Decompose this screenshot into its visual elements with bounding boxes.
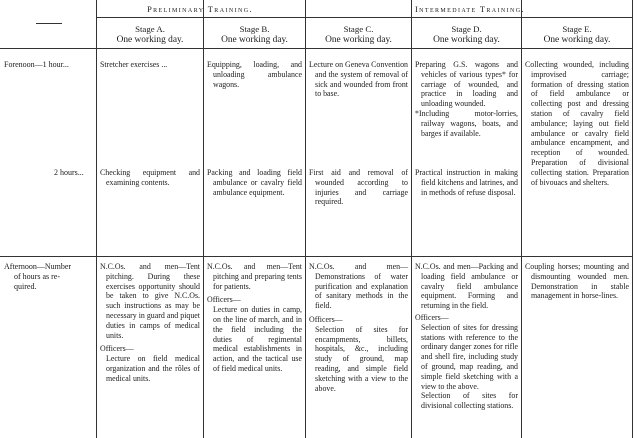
stage-duration: One working day.: [543, 34, 611, 45]
afternoon-label-line: quired.: [14, 281, 37, 291]
stage-name: Stage A.: [135, 24, 165, 34]
header-rule: [96, 17, 632, 18]
stage-a-two-hours: [100, 168, 200, 188]
stage-duration: One working day.: [325, 34, 392, 45]
preliminary-training-heading: [100, 5, 300, 14]
two-hours-label: 2 hours...: [54, 168, 84, 177]
afternoon-label-line: of hours as re-: [14, 271, 60, 281]
cell-text: Equipping, loading, and unloading ambulance wagons.: [207, 60, 302, 89]
stage-c-afternoon: [309, 262, 408, 393]
stage-name: Stage C.: [343, 24, 374, 34]
intermediate-training-heading: [310, 5, 630, 14]
stage-duration: One working day.: [433, 34, 500, 45]
officers-heading: Officers—: [207, 295, 241, 305]
stage-b-forenoon: [207, 60, 302, 89]
stage-name: Stage D.: [451, 24, 482, 34]
column-rule: [203, 0, 204, 438]
stage-a-header: [97, 24, 203, 45]
cell-text: Stretcher exercises ...: [100, 60, 168, 69]
stage-duration: One working day.: [116, 34, 184, 45]
cell-text: Packing and loading field ambulance or cavalry field ambulance equipment.: [207, 168, 302, 197]
stage-c-header: [306, 24, 411, 45]
stage-a-afternoon: [100, 262, 200, 384]
cell-text: N.C.Os. and men—Demonstrations of water purification and explanation of sanitary methods in the field.: [309, 262, 408, 311]
cell-text: N.C.Os. and men—Tent pitching. During these exercises opportunity should be taken to give N.C.Os. such instructions as may be necessary in guard and piquet duties in camps of medical units.: [100, 262, 200, 340]
cell-text: First aid and removal of wounded according to injuries and carriage required.: [309, 168, 408, 207]
corner-dash: [36, 23, 62, 24]
cell-text: Lecture on duties in camp, on the line of march, and in the field including the duties of regimental medical establishments in action, and the tactical use of field medical units.: [213, 305, 302, 373]
stage-d-header: [412, 24, 521, 45]
cell-text: Lecture on field medical organization and the rôles of medical units.: [106, 354, 200, 383]
column-rule: [96, 0, 97, 438]
cell-text: Preparing G.S. wagons and vehicles of various types* for carriage of wounded, and practice in loading and unloading wounded.: [415, 60, 518, 109]
cell-text: N.C.Os. and men—Packing and loading field ambulance or cavalry field ambulance equipment. Forming and returning in the field.: [415, 262, 518, 311]
cell-text: Coupling horses; mounting and dismounting wounded men. Demonstration in stable management in horse-lines.: [525, 262, 629, 301]
column-rule: [521, 0, 522, 438]
officers-heading: Officers—: [415, 312, 449, 322]
stage-c-forenoon: [309, 60, 408, 99]
column-rule: [411, 0, 412, 438]
stage-b-header: [204, 24, 305, 45]
cell-text: Selection of sites for dressing stations with reference to the ordinary danger zones for rifle and shell fire, including study of ground, map reading, and simple field sketching with a view to the above.: [421, 322, 518, 391]
column-rule: [305, 0, 306, 438]
stage-b-afternoon: [207, 262, 302, 374]
cell-text: Selection of sites for divisional collecting stations.: [421, 391, 518, 411]
stage-d-two-hours: [415, 168, 518, 197]
stage-e-header: [522, 24, 632, 45]
officers-heading: Officers—: [309, 314, 343, 324]
row-rule: [0, 256, 632, 257]
cell-text: Lecture on Geneva Convention and the system of removal of sick and wounded from front to base.: [309, 60, 408, 99]
stage-name: Stage E.: [562, 24, 592, 34]
cell-text: N.C.Os. and men—Tent pitching and preparing tents for patients.: [207, 262, 302, 291]
intermediate-training-label: Intermediate Training.: [414, 5, 526, 14]
footnote: *Including motor-lorries, railway wagons, boats, and barges if available.: [415, 108, 518, 138]
cell-text: Selection of sites for encampments, billets, hospitals, &c., including study of ground, map reading, and simple field sketching with a view to the above.: [315, 324, 408, 393]
stage-c-two-hours: [309, 168, 408, 207]
stage-duration: One working day.: [221, 34, 288, 45]
cell-text: Practical instruction in making field kitchens and latrines, and in methods of refuse disposal.: [415, 168, 518, 197]
stage-e-forenoon: [525, 60, 629, 187]
stage-d-afternoon: [415, 262, 518, 411]
stage-a-forenoon: [100, 60, 200, 70]
header-bottom-rule: [0, 48, 632, 49]
stage-b-two-hours: [207, 168, 302, 197]
cell-text: Collecting wounded, including improvised carriage; formation of dressing station of field ambulance or collecting post and dressing station of cavalry field ambulance; laying out field ambulance or cavalry field ambulance encampment, and reception of wounded. Preparation of divisional collecting station. Preparation of bivouacs and shelters.: [525, 60, 629, 187]
stage-name: Stage B.: [239, 24, 270, 34]
afternoon-label-line: Afternoon—Number: [4, 262, 72, 271]
preliminary-training-label: Preliminary Training.: [147, 5, 253, 14]
afternoon-label: [4, 262, 96, 291]
officers-heading: Officers—: [100, 344, 134, 354]
column-rule: [632, 0, 633, 438]
forenoon-label: Forenoon—1 hour...: [4, 60, 69, 69]
cell-text: Checking equipment and examining contents.: [100, 168, 200, 187]
stage-e-afternoon: [525, 262, 629, 301]
stage-d-forenoon: [415, 60, 518, 138]
